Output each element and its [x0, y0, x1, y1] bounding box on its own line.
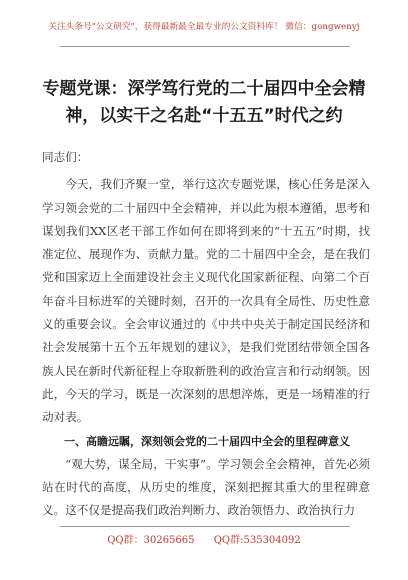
header-note: 关注头条号"公文研究"，获得最新最全最专业的公文资料库！ 微信：gongwenyj: [48, 22, 360, 32]
header-divider: [60, 46, 350, 47]
footer-qq-group-1: QQ群：30265665: [107, 535, 195, 546]
document-body: [42, 146, 370, 523]
footer-divider: [60, 526, 350, 527]
footer: [0, 531, 408, 546]
section-1-heading: 一、高瞻远瞩，深刻领会党的二十届四中全会的里程碑意义: [64, 434, 350, 448]
document-title: 专题党课：深学笃行党的二十届四中全会精神，以实干之名赴“十五五”时代之约: [42, 79, 366, 126]
salutation: 同志们：: [42, 150, 89, 164]
paragraph-1: 今天，我们齐聚一堂，举行这次专题党课，核心任务是深入学习领会党的二十届四中全会精神，并以此为根本遵循，思考和谋划我们XX区老干部工作如何在即将到来的“十五五”时期，找准定位、展现作为、贡献力量。党的二十届四中全会，是在我们党和国家迈上全面建设社会主义现代化国家新征程、向第二个百年奋斗目标进军的关键时刻，召开的一次具有全局性、历史性意义的重要会议。全会审议通过的《中共中央关于制定国民经济和社会发展第十五个五年规划的建议》，是我们党团结带领全国各族人民在新时代新征程上夺取新胜利的政治宣言和行动纲领。因此，今天的学习，既是一次深刻的思想淬炼，更是一场精准的行动对表。: [42, 177, 370, 425]
paragraph-2: “观大势，谋全局，干实事”。学习领会全会精神，首先必须站在时代的高度，从历史的维度，深刻把握其重大的里程碑意义。这不仅是提高我们政治判断力、政治领悟力、政治执行力: [42, 456, 370, 518]
footer-qq-group-2: QQ群:535304092: [213, 535, 301, 546]
